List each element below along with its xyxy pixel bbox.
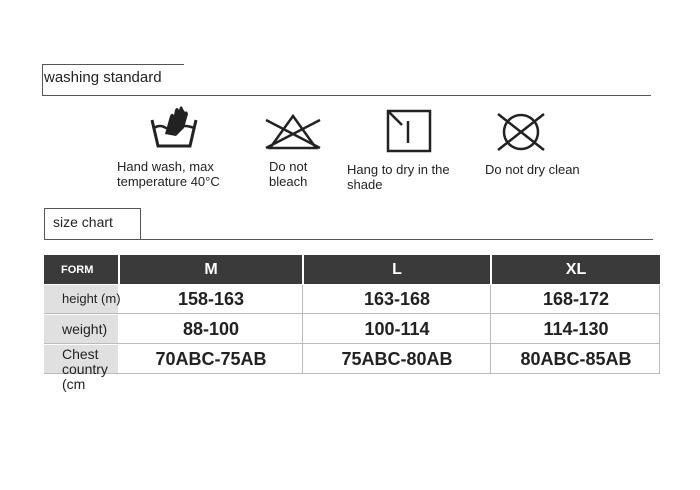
cell-weight-xl: 114-130: [543, 319, 609, 339]
hang-dry-shade-label: Hang to dry in the shade: [347, 162, 450, 192]
table-divider-m: [302, 285, 303, 374]
table-row-height: [44, 285, 660, 314]
row-label-weight: weight): [44, 315, 118, 343]
cell-chest-xl: 80ABC-85AB: [520, 349, 632, 369]
row-label-height: height (m): [44, 285, 118, 313]
header-form-cell: FORM: [44, 255, 118, 284]
cell-chest-l: 75ABC-80AB: [341, 349, 453, 369]
table-row-weight: [44, 315, 660, 344]
washing-section-bracket: [42, 64, 43, 96]
cell-height-xl: 168-172: [542, 289, 610, 309]
cell-height-m: 158-163: [177, 289, 245, 309]
cell-weight-l: 100-114: [364, 319, 430, 339]
size-section-divider: [44, 239, 653, 240]
cell-height-l: 163-168: [363, 289, 431, 309]
header-size-l: L: [304, 255, 490, 284]
no-bleach-icon: [264, 112, 322, 152]
table-divider-l: [490, 285, 491, 374]
no-dry-clean-icon: [496, 110, 546, 154]
hand-wash-label: Hand wash, max temperature 40°C: [117, 159, 220, 189]
no-dry-clean-label: Do not dry clean: [485, 162, 580, 177]
hand-wash-icon: [148, 106, 200, 152]
size-section-top-line: [44, 208, 141, 209]
hang-dry-shade-icon: [386, 109, 432, 153]
table-row-chest: [44, 345, 660, 392]
washing-section-title: washing standard: [44, 69, 162, 86]
size-section-bracket: [44, 208, 45, 240]
no-bleach-label: Do not bleach: [269, 159, 308, 189]
cell-chest-m: 70ABC-75AB: [155, 349, 267, 369]
row-label-chest: Chest country (cm: [44, 345, 118, 373]
cell-weight-m: 88-100: [182, 319, 240, 339]
header-size-m: M: [120, 255, 302, 284]
table-header-row: [44, 255, 660, 284]
table-divider-right: [659, 285, 660, 374]
washing-section-top-line: [42, 64, 184, 65]
header-size-xl: XL: [492, 255, 660, 284]
washing-section-divider: [42, 95, 651, 96]
size-section-bracket-right: [140, 208, 141, 240]
size-section-title: size chart: [53, 214, 113, 230]
